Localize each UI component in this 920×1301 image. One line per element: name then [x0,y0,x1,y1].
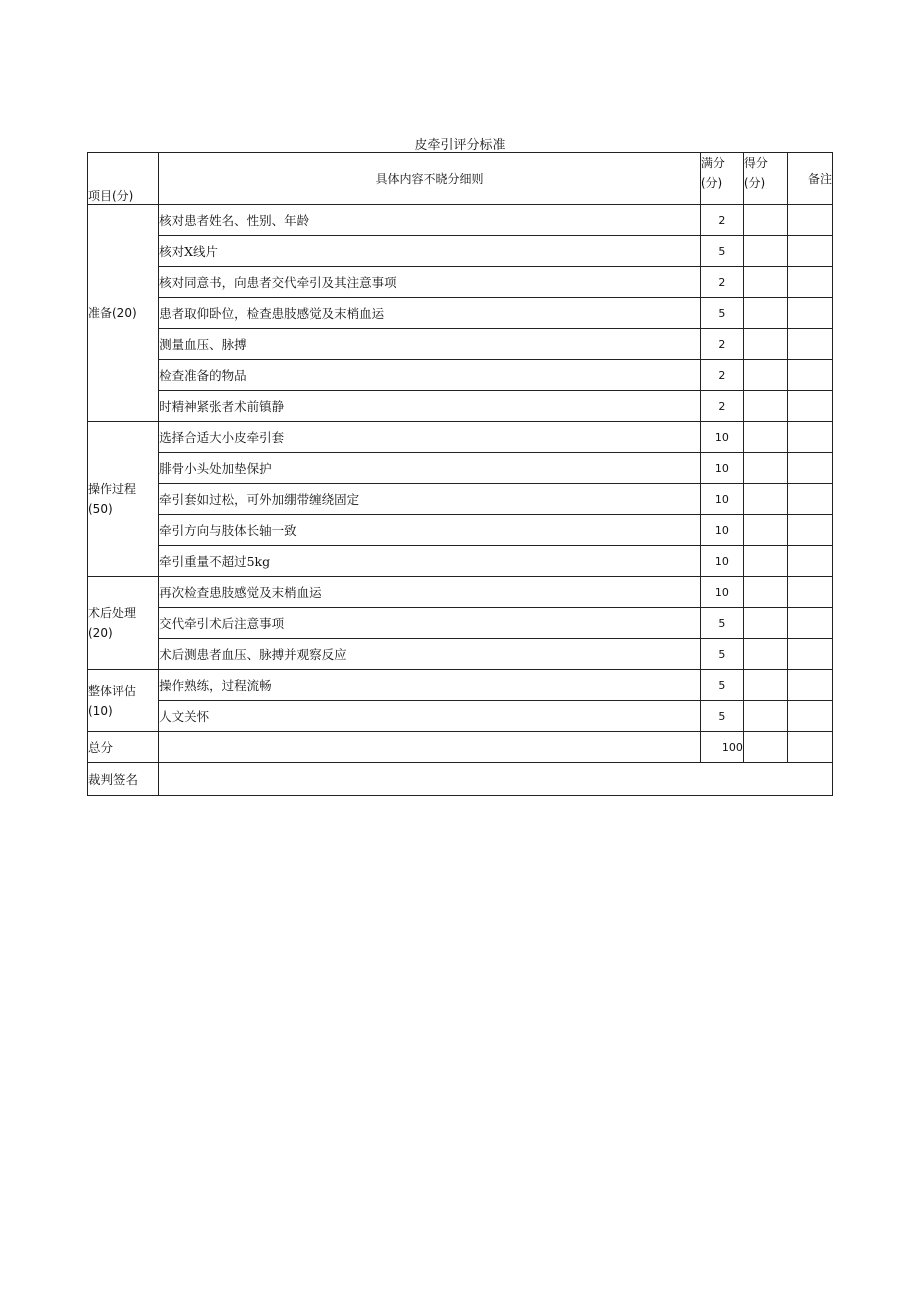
got-score-cell[interactable] [743,205,787,236]
got-score-cell[interactable] [743,670,787,701]
note-cell[interactable] [787,391,832,422]
note-cell[interactable] [787,236,832,267]
table-row [88,515,833,546]
full-score-value: 2 [700,391,743,422]
full-score-value: 5 [700,701,743,732]
header-got-line1: 得分 [743,156,768,170]
section-label-line2: (20) [88,626,113,640]
scoring-table [87,152,833,796]
full-score-value: 5 [700,608,743,639]
note-cell[interactable] [787,546,832,577]
total-row [88,732,833,763]
criteria-text: 核对患者姓名、性别、年龄 [159,205,701,236]
header-row [88,153,833,205]
note-cell[interactable] [787,298,832,329]
header-note: 备注 [787,153,832,205]
criteria-text: 核对X线片 [159,236,701,267]
section-label-line1: 准备(20) [88,306,137,320]
got-score-cell[interactable] [743,577,787,608]
note-cell[interactable] [787,453,832,484]
table-row [88,267,833,298]
note-cell[interactable] [787,205,832,236]
full-score-value: 10 [700,484,743,515]
full-score-value: 2 [700,267,743,298]
table-body [88,205,833,732]
header-item: 项目(分) [88,153,159,205]
signature-field[interactable] [159,763,833,796]
note-cell[interactable] [787,515,832,546]
full-score-value: 2 [700,329,743,360]
criteria-text: 人文关怀 [159,701,701,732]
header-full-line1: 满分 [700,156,725,170]
table-row [88,205,833,236]
table-row [88,329,833,360]
table-row [88,639,833,670]
total-note-cell[interactable] [787,732,832,763]
total-value: 100 [700,732,743,763]
full-score-value: 10 [700,515,743,546]
note-cell[interactable] [787,484,832,515]
got-score-cell[interactable] [743,453,787,484]
criteria-text: 核对同意书，向患者交代牵引及其注意事项 [159,267,701,298]
table-row [88,236,833,267]
table-row [88,453,833,484]
criteria-text: 选择合适大小皮牵引套 [159,422,701,453]
full-score-value: 10 [700,546,743,577]
note-cell[interactable] [787,701,832,732]
full-score-value: 5 [700,639,743,670]
full-score-value: 5 [700,298,743,329]
table-row [88,298,833,329]
got-score-cell[interactable] [743,391,787,422]
table-row [88,422,833,453]
table-row [88,391,833,422]
criteria-text: 患者取仰卧位，检查患肢感觉及末梢血运 [159,298,701,329]
header-full-score [700,153,743,205]
full-score-value: 10 [700,422,743,453]
section-label-line1: 术后处理 [88,606,137,620]
section-label [88,205,159,422]
got-score-cell[interactable] [743,236,787,267]
full-score-value: 2 [700,360,743,391]
criteria-text: 时精神紧张者术前镇静 [159,391,701,422]
got-score-cell[interactable] [743,484,787,515]
got-score-cell[interactable] [743,639,787,670]
page-title: 皮牵引评分标准 [414,138,506,153]
got-score-cell[interactable] [743,298,787,329]
note-cell[interactable] [787,267,832,298]
full-score-value: 2 [700,205,743,236]
section-label-line2: (50) [88,502,113,516]
criteria-text: 交代牵引术后注意事项 [159,608,701,639]
criteria-text: 牵引重量不超过5kg [159,546,701,577]
got-score-cell[interactable] [743,608,787,639]
got-score-cell[interactable] [743,422,787,453]
section-label-line2: (10) [88,703,113,718]
criteria-text: 术后测患者血压、脉搏并观察反应 [159,639,701,670]
header-got-score [743,153,787,205]
criteria-text: 操作熟练，过程流畅 [159,670,701,701]
criteria-text: 测量血压、脉搏 [159,329,701,360]
section-label [88,422,159,577]
criteria-text: 腓骨小头处加垫保护 [159,453,701,484]
note-cell[interactable] [787,422,832,453]
full-score-value: 10 [700,453,743,484]
criteria-text: 检查准备的物品 [159,360,701,391]
total-got-cell[interactable] [743,732,787,763]
got-score-cell[interactable] [743,329,787,360]
section-label-line1: 操作过程 [88,482,137,496]
note-cell[interactable] [787,608,832,639]
table-row [88,577,833,608]
got-score-cell[interactable] [743,546,787,577]
criteria-text: 再次检查患肢感觉及末梢血运 [159,577,701,608]
full-score-value: 5 [700,236,743,267]
header-full-line2: (分) [700,176,723,190]
signature-label: 裁判签名 [88,763,159,796]
total-content-cell [159,732,701,763]
table-row [88,360,833,391]
full-score-value: 10 [700,577,743,608]
total-label: 总分 [88,732,159,763]
got-score-cell[interactable] [743,267,787,298]
signature-row [88,763,833,796]
note-cell[interactable] [787,670,832,701]
section-label [88,670,159,732]
note-cell[interactable] [787,360,832,391]
header-got-line2: (分) [743,176,766,190]
criteria-text: 牵引套如过松，可外加绷带缠绕固定 [159,484,701,515]
table-row [88,608,833,639]
got-score-cell[interactable] [743,515,787,546]
header-content: 具体内容不晓分细则 [159,153,701,205]
table-row [88,670,833,701]
table-row [88,701,833,732]
section-label-line1: 整体评估 [88,683,137,698]
note-cell[interactable] [787,329,832,360]
note-cell[interactable] [787,639,832,670]
criteria-text: 牵引方向与肢体长轴一致 [159,515,701,546]
got-score-cell[interactable] [743,701,787,732]
table-row [88,546,833,577]
full-score-value: 5 [700,670,743,701]
table-row [88,484,833,515]
section-label [88,577,159,670]
note-cell[interactable] [787,577,832,608]
got-score-cell[interactable] [743,360,787,391]
